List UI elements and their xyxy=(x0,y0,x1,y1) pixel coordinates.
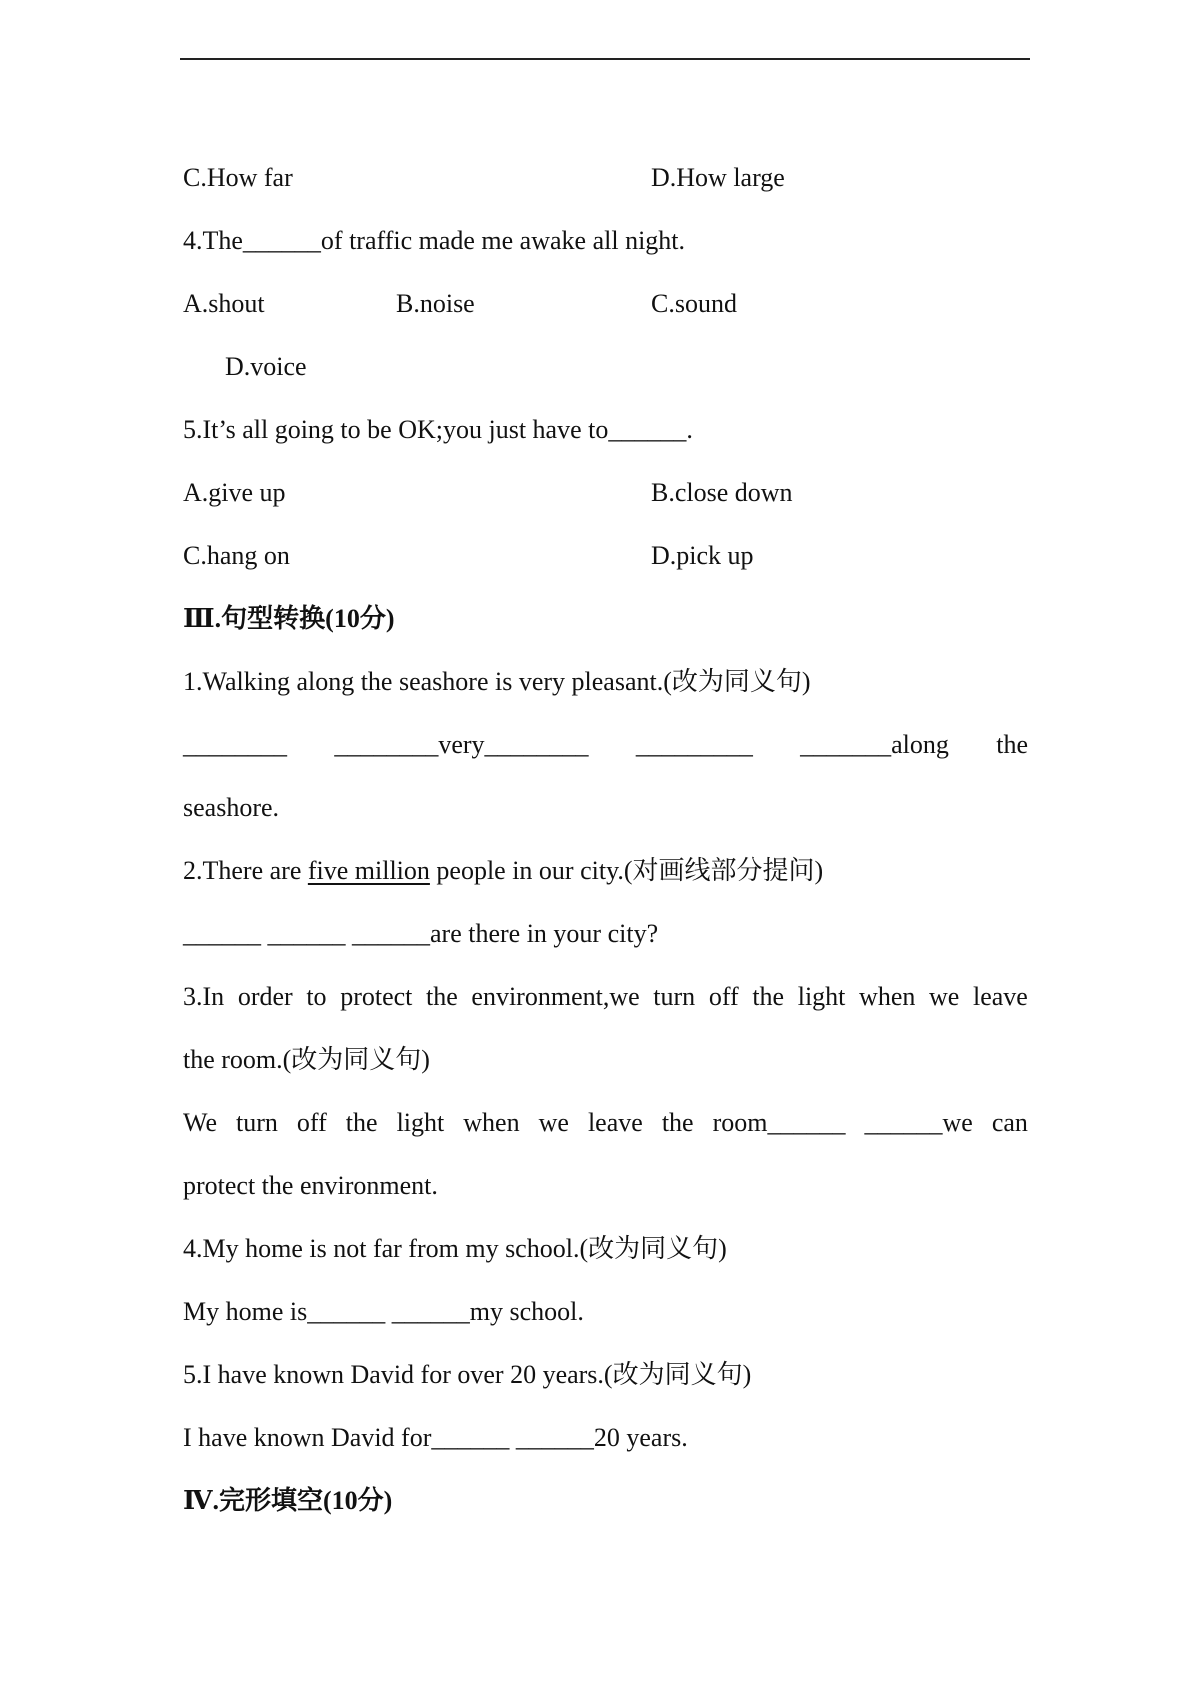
answer-word: turn xyxy=(236,1108,278,1137)
answer-word: ______we xyxy=(864,1108,973,1137)
item-1-answer-line xyxy=(183,729,1028,761)
q4-option-c: C.sound xyxy=(651,289,737,318)
q5-option-a: A.give up xyxy=(183,478,286,507)
answer-fragment: _______along xyxy=(800,730,949,759)
answer-fragment: _________ xyxy=(635,730,753,759)
prompt-word: light xyxy=(797,982,846,1011)
q4-stem: 4.The______of traffic made me awake all night. xyxy=(183,226,686,255)
answer-word: we xyxy=(538,1108,569,1137)
answer-fragment: ________very________ xyxy=(334,730,589,759)
prompt-word: off xyxy=(708,982,739,1011)
header-rule xyxy=(180,58,1030,60)
item-2-underlined-phrase: five million xyxy=(307,856,430,885)
answer-word: when xyxy=(463,1108,520,1137)
prompt-word: environment,we xyxy=(471,982,640,1011)
item-2-prompt xyxy=(183,855,823,887)
prompt-word: leave xyxy=(972,982,1028,1011)
item-3-prompt-line xyxy=(183,981,1028,1013)
q3-option-d: D.How large xyxy=(651,163,785,192)
q4-option-d: D.voice xyxy=(225,352,307,381)
prompt-word: protect xyxy=(340,982,413,1011)
item-2-prompt-after: people in our city.(对画线部分提问) xyxy=(429,856,824,885)
prompt-word: turn xyxy=(653,982,696,1011)
answer-word: We xyxy=(183,1108,217,1137)
prompt-word: we xyxy=(929,982,960,1011)
item-2-prompt-before: 2.There are xyxy=(183,856,308,885)
item-4-prompt: 4.My home is not far from my school.(改为同义句) xyxy=(183,1234,727,1263)
q5-stem: 5.It’s all going to be OK;you just have to______. xyxy=(183,415,693,444)
answer-fragment: the xyxy=(996,730,1028,759)
answer-word: light xyxy=(396,1108,445,1137)
prompt-word: 3.In xyxy=(183,982,225,1011)
item-1-prompt: 1.Walking along the seashore is very pleasant.(改为同义句) xyxy=(183,667,811,696)
item-3-answer-tail: protect the environment. xyxy=(183,1171,438,1200)
prompt-word: to xyxy=(306,982,327,1011)
section-4-heading: Ⅳ.完形填空(10分) xyxy=(183,1486,393,1515)
item-5-answer: I have known David for______ ______20 years. xyxy=(183,1423,688,1452)
answer-word: room______ xyxy=(712,1108,846,1137)
prompt-word: order xyxy=(237,982,293,1011)
q3-option-c: C.How far xyxy=(183,163,293,192)
answer-word: leave xyxy=(587,1108,643,1137)
answer-word: off xyxy=(296,1108,327,1137)
answer-word: the xyxy=(345,1108,378,1137)
answer-word: can xyxy=(991,1108,1028,1137)
prompt-word: when xyxy=(859,982,916,1011)
section-3-heading: Ⅲ.句型转换(10分) xyxy=(183,604,395,633)
prompt-word: the xyxy=(752,982,785,1011)
item-2-answer: ______ ______ ______are there in your city? xyxy=(183,919,659,948)
q4-option-b: B.noise xyxy=(396,289,475,318)
answer-fragment: ________ xyxy=(183,730,287,759)
item-3-prompt-tail: the room.(改为同义句) xyxy=(183,1045,430,1074)
prompt-word: the xyxy=(426,982,458,1011)
q5-option-b: B.close down xyxy=(651,478,793,507)
item-1-answer-tail: seashore. xyxy=(183,793,280,822)
q4-option-a: A.shout xyxy=(183,289,265,318)
q5-option-d: D.pick up xyxy=(651,541,754,570)
answer-word: the xyxy=(661,1108,694,1137)
item-3-answer-line xyxy=(183,1107,1028,1139)
item-5-prompt: 5.I have known David for over 20 years.(改为同义句) xyxy=(183,1360,752,1389)
item-4-answer: My home is______ ______my school. xyxy=(183,1297,584,1326)
q5-option-c: C.hang on xyxy=(183,541,290,570)
